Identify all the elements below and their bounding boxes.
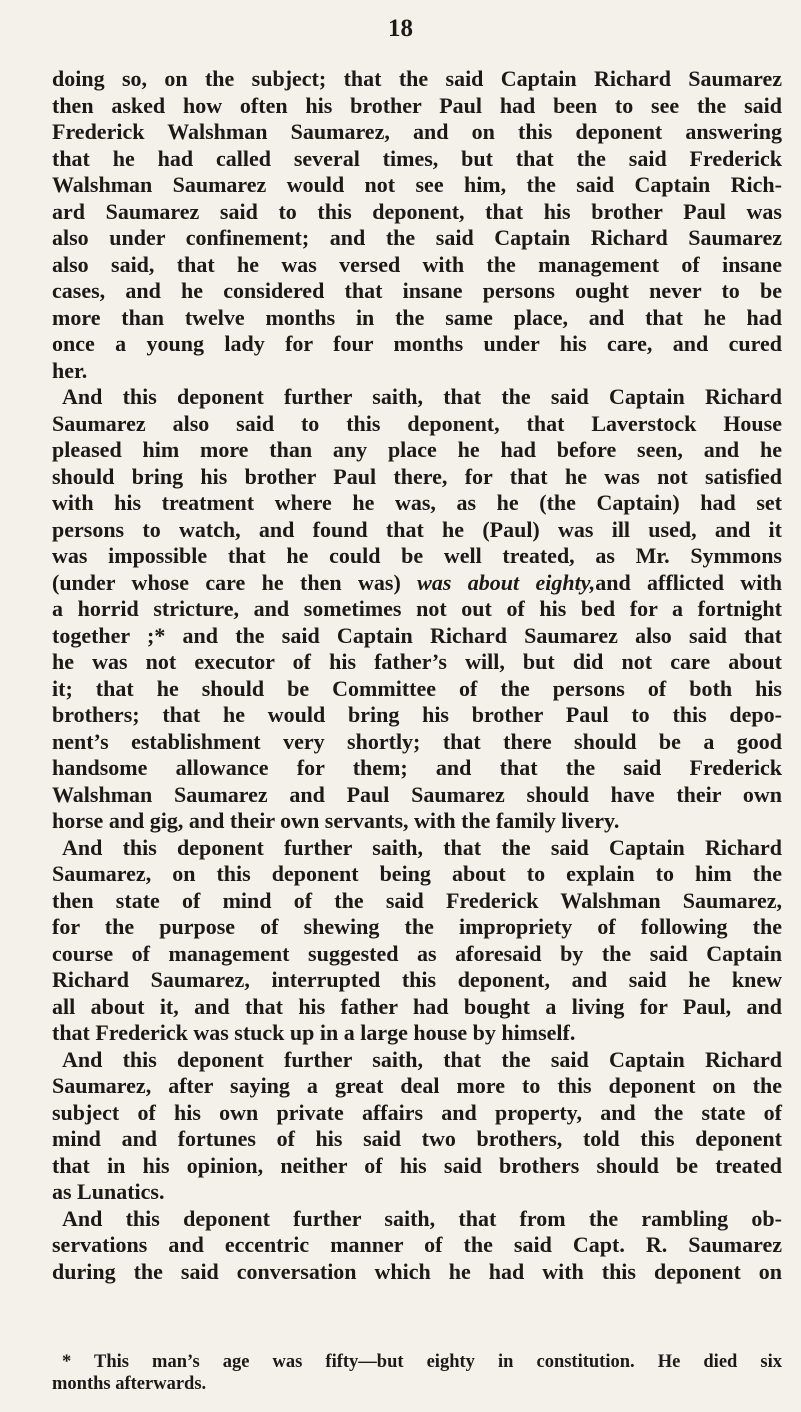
- text-line: brothers; that he would bring his brother Paul to this depo-: [52, 702, 782, 727]
- text-line: doing so, on the subject; that the said Captain Richard Saumarez: [52, 66, 782, 91]
- text-line: servations and eccentric manner of the said Capt. R. Saumarez: [52, 1232, 782, 1257]
- body-text: [52, 66, 782, 1285]
- text-line: that Frederick was stuck up in a large house by himself.: [52, 1020, 576, 1045]
- text-line: also said, that he was versed with the management of insane: [52, 251, 782, 277]
- text-line: should bring his brother Paul there, for that he was not satisfied: [52, 463, 782, 489]
- text-line: handsome allowance for them; and that the said Frederick: [52, 755, 782, 780]
- text-line: (under whose care he then was) was about eighty,and afflicted with: [52, 569, 782, 595]
- text-line: And this deponent further saith, that from the rambling ob-: [62, 1205, 782, 1231]
- text-line: Walshman Saumarez would not see him, the said Captain Rich-: [52, 172, 782, 197]
- text-line: during the said conversation which he had with this deponent on: [52, 1258, 782, 1284]
- text-line: was impossible that he could be well treated, as Mr. Symmons: [52, 543, 782, 568]
- text-line: horse and gig, and their own servants, with the family livery.: [52, 808, 620, 833]
- text-line: Richard Saumarez, interrupted this deponent, and said he knew: [52, 967, 782, 992]
- text-line: course of management suggested as aforesaid by the said Captain: [52, 940, 782, 966]
- text-line: her.: [52, 357, 88, 383]
- text-line: once a young lady for four months under his care, and cured: [52, 331, 782, 356]
- text-line: together ;* and the said Captain Richard Saumarez also said that: [52, 622, 782, 648]
- text-line: persons to watch, and found that he (Paul) was ill used, and it: [52, 516, 782, 542]
- text-line: pleased him more than any place he had before seen, and he: [52, 437, 782, 462]
- text-line: nent’s establishment very shortly; that there should be a good: [52, 728, 782, 754]
- text-line: then asked how often his brother Paul had been to see the said: [52, 92, 782, 118]
- text-line: And this deponent further saith, that the said Captain Richard: [62, 1046, 782, 1072]
- text-line: he was not executor of his father’s will, but did not care about: [52, 649, 782, 674]
- text-line: And this deponent further saith, that the said Captain Richard: [62, 834, 782, 860]
- page-number: 18: [388, 15, 413, 42]
- text-line: Saumarez also said to this deponent, that Laverstock House: [52, 410, 782, 436]
- text-line: a horrid stricture, and sometimes not out of his bed for a fortnight: [52, 596, 782, 621]
- text-line: Walshman Saumarez and Paul Saumarez should have their own: [52, 781, 782, 807]
- text-line: And this deponent further saith, that the said Captain Richard: [62, 384, 782, 409]
- footnote-line: * This man’s age was fifty—but eighty in constitution. He died six: [62, 1352, 782, 1372]
- text-line: subject of his own private affairs and property, and the state of: [52, 1099, 782, 1125]
- text-line: it; that he should be Committee of the persons of both his: [52, 675, 782, 701]
- text-line: Saumarez, on this deponent being about to explain to him the: [52, 861, 782, 886]
- text-line: more than twelve months in the same place, and that he had: [52, 304, 782, 330]
- text-line: that in his opinion, neither of his said brothers should be treated: [52, 1152, 782, 1178]
- text-line: cases, and he considered that insane persons ought never to be: [52, 278, 782, 303]
- text-line: for the purpose of shewing the impropriety of following the: [52, 914, 782, 939]
- text-line: ard Saumarez said to this deponent, that his brother Paul was: [52, 198, 782, 224]
- text-line: also under confinement; and the said Captain Richard Saumarez: [52, 225, 782, 250]
- footnote-line: months afterwards.: [52, 1374, 207, 1394]
- italic-emphasis: was about eighty,: [417, 569, 596, 595]
- text-line: Saumarez, after saying a great deal more to this deponent on the: [52, 1073, 782, 1098]
- text-line: that he had called several times, but that the said Frederick: [52, 145, 782, 171]
- text-line: with his treatment where he was, as he (the Captain) had set: [52, 490, 782, 515]
- text-line: Frederick Walshman Saumarez, and on this deponent answering: [52, 119, 782, 144]
- footnote: [52, 1351, 782, 1395]
- text-line: all about it, and that his father had bought a living for Paul, and: [52, 993, 782, 1019]
- text-line: as Lunatics.: [52, 1179, 165, 1204]
- text-line: then state of mind of the said Frederick Walshman Saumarez,: [52, 887, 782, 913]
- text-line: mind and fortunes of his said two brothers, told this deponent: [52, 1126, 782, 1151]
